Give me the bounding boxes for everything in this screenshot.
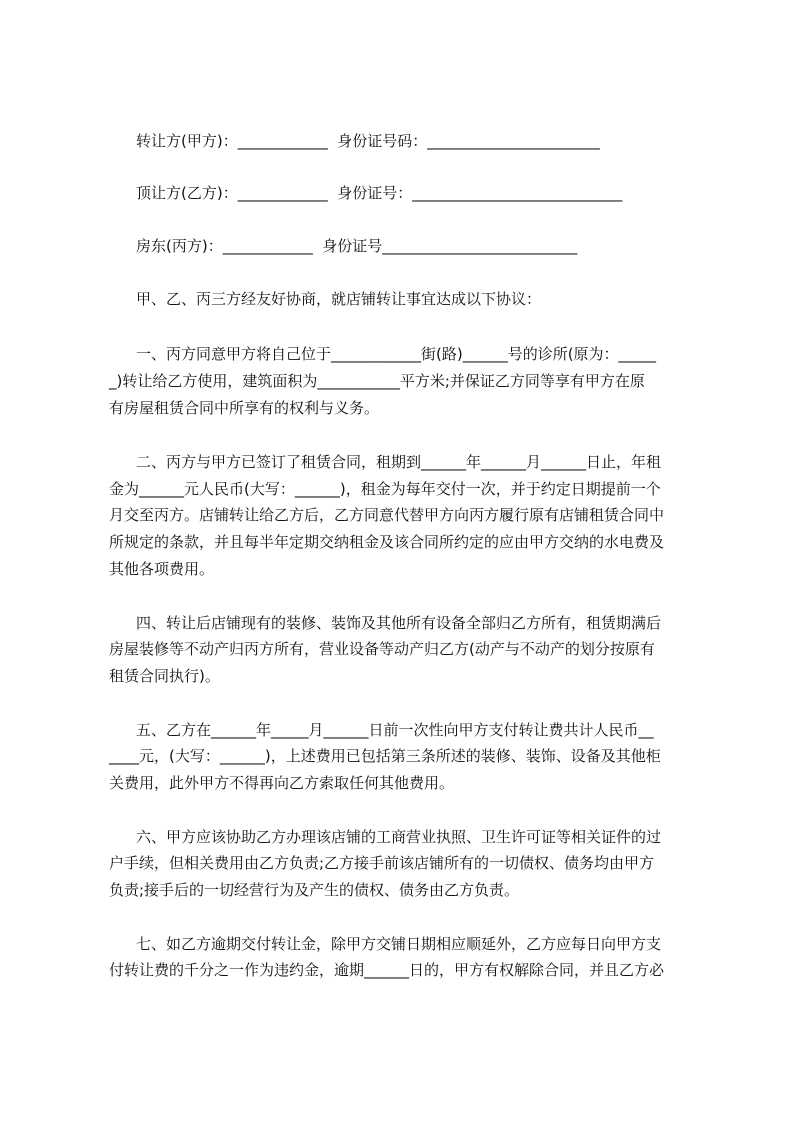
clause-2-line-4: 所规定的条款，并且每半年定期交纳租金及该合同所约定的应由甲方交纳的水电费及: [109, 533, 665, 551]
clause-1-line-3: 有房屋租赁合同中所享有的权利与义务。: [109, 399, 380, 417]
clause-1-line-1: 一、丙方同意甲方将自己位于____________街(路)______号的诊所(原为：_____: [136, 345, 657, 363]
party-c-line: 房东(丙方)：____________ 身份证号__________________________: [136, 237, 578, 255]
clause-2-line-5: 其他各项费用。: [109, 560, 215, 578]
clause-5-line-2: ____元，(大写：______)，上述费用已包括第三条所述的装修、装饰、设备及其他柜: [109, 747, 661, 765]
clause-4-line-3: 租赁合同执行)。: [109, 667, 220, 685]
clause-5-line-3: 关费用，此外甲方不得再向乙方索取任何其他费用。: [109, 774, 455, 792]
intro-paragraph: 甲、乙、丙三方经友好协商，就店铺转让事宜达成以下协议：: [136, 290, 542, 308]
clause-4-line-1: 四、转让后店铺现有的装修、装饰及其他所有设备全部归乙方所有，租赁期满后: [136, 614, 662, 632]
clause-2-line-2: 金为______元人民币(大写：______)，租金为每年交付一次，并于约定日期提前一个: [109, 480, 661, 498]
clause-5-line-1: 五、乙方在______年_____月______日前一次性向甲方支付转让费共计人民币__: [136, 721, 654, 739]
clause-7-line-2: 付转让费的千分之一作为违约金，逾期______日的，甲方有权解除合同，并且乙方必: [109, 961, 665, 979]
party-b-line: 顶让方(乙方)：____________ 身份证号：____________________________: [136, 184, 623, 202]
clause-4-line-2: 房屋装修等不动产归丙方所有，营业设备等动产归乙方(动产与不动产的划分按原有: [109, 640, 655, 658]
clause-6-line-3: 负责;接手后的一切经营行为及产生的债权、债务由乙方负责。: [109, 881, 520, 899]
party-a-line: 转让方(甲方)：____________ 身份证号码：_______________________: [136, 132, 600, 150]
clause-2-line-3: 月交至丙方。店铺转让给乙方后，乙方同意代替甲方向丙方履行原有店铺租赁合同中: [109, 506, 665, 524]
clause-2-line-1: 二、丙方与甲方已签订了租赁合同，租期到______年______月______日止，年租: [136, 453, 662, 471]
clause-7-line-1: 七、如乙方逾期交付转让金，除甲方交铺日期相应顺延外，乙方应每日向甲方支: [136, 935, 662, 953]
clause-1-line-2: _)转让给乙方使用，建筑面积为___________平方米;并保证乙方同等享有甲方在原: [109, 372, 645, 390]
clause-6-line-1: 六、甲方应该协助乙方办理该店铺的工商营业执照、卫生许可证等相关证件的过: [136, 828, 662, 846]
clause-6-line-2: 户手续，但相关费用由乙方负责;乙方接手前该店铺所有的一切债权、债务均由甲方: [109, 854, 655, 872]
